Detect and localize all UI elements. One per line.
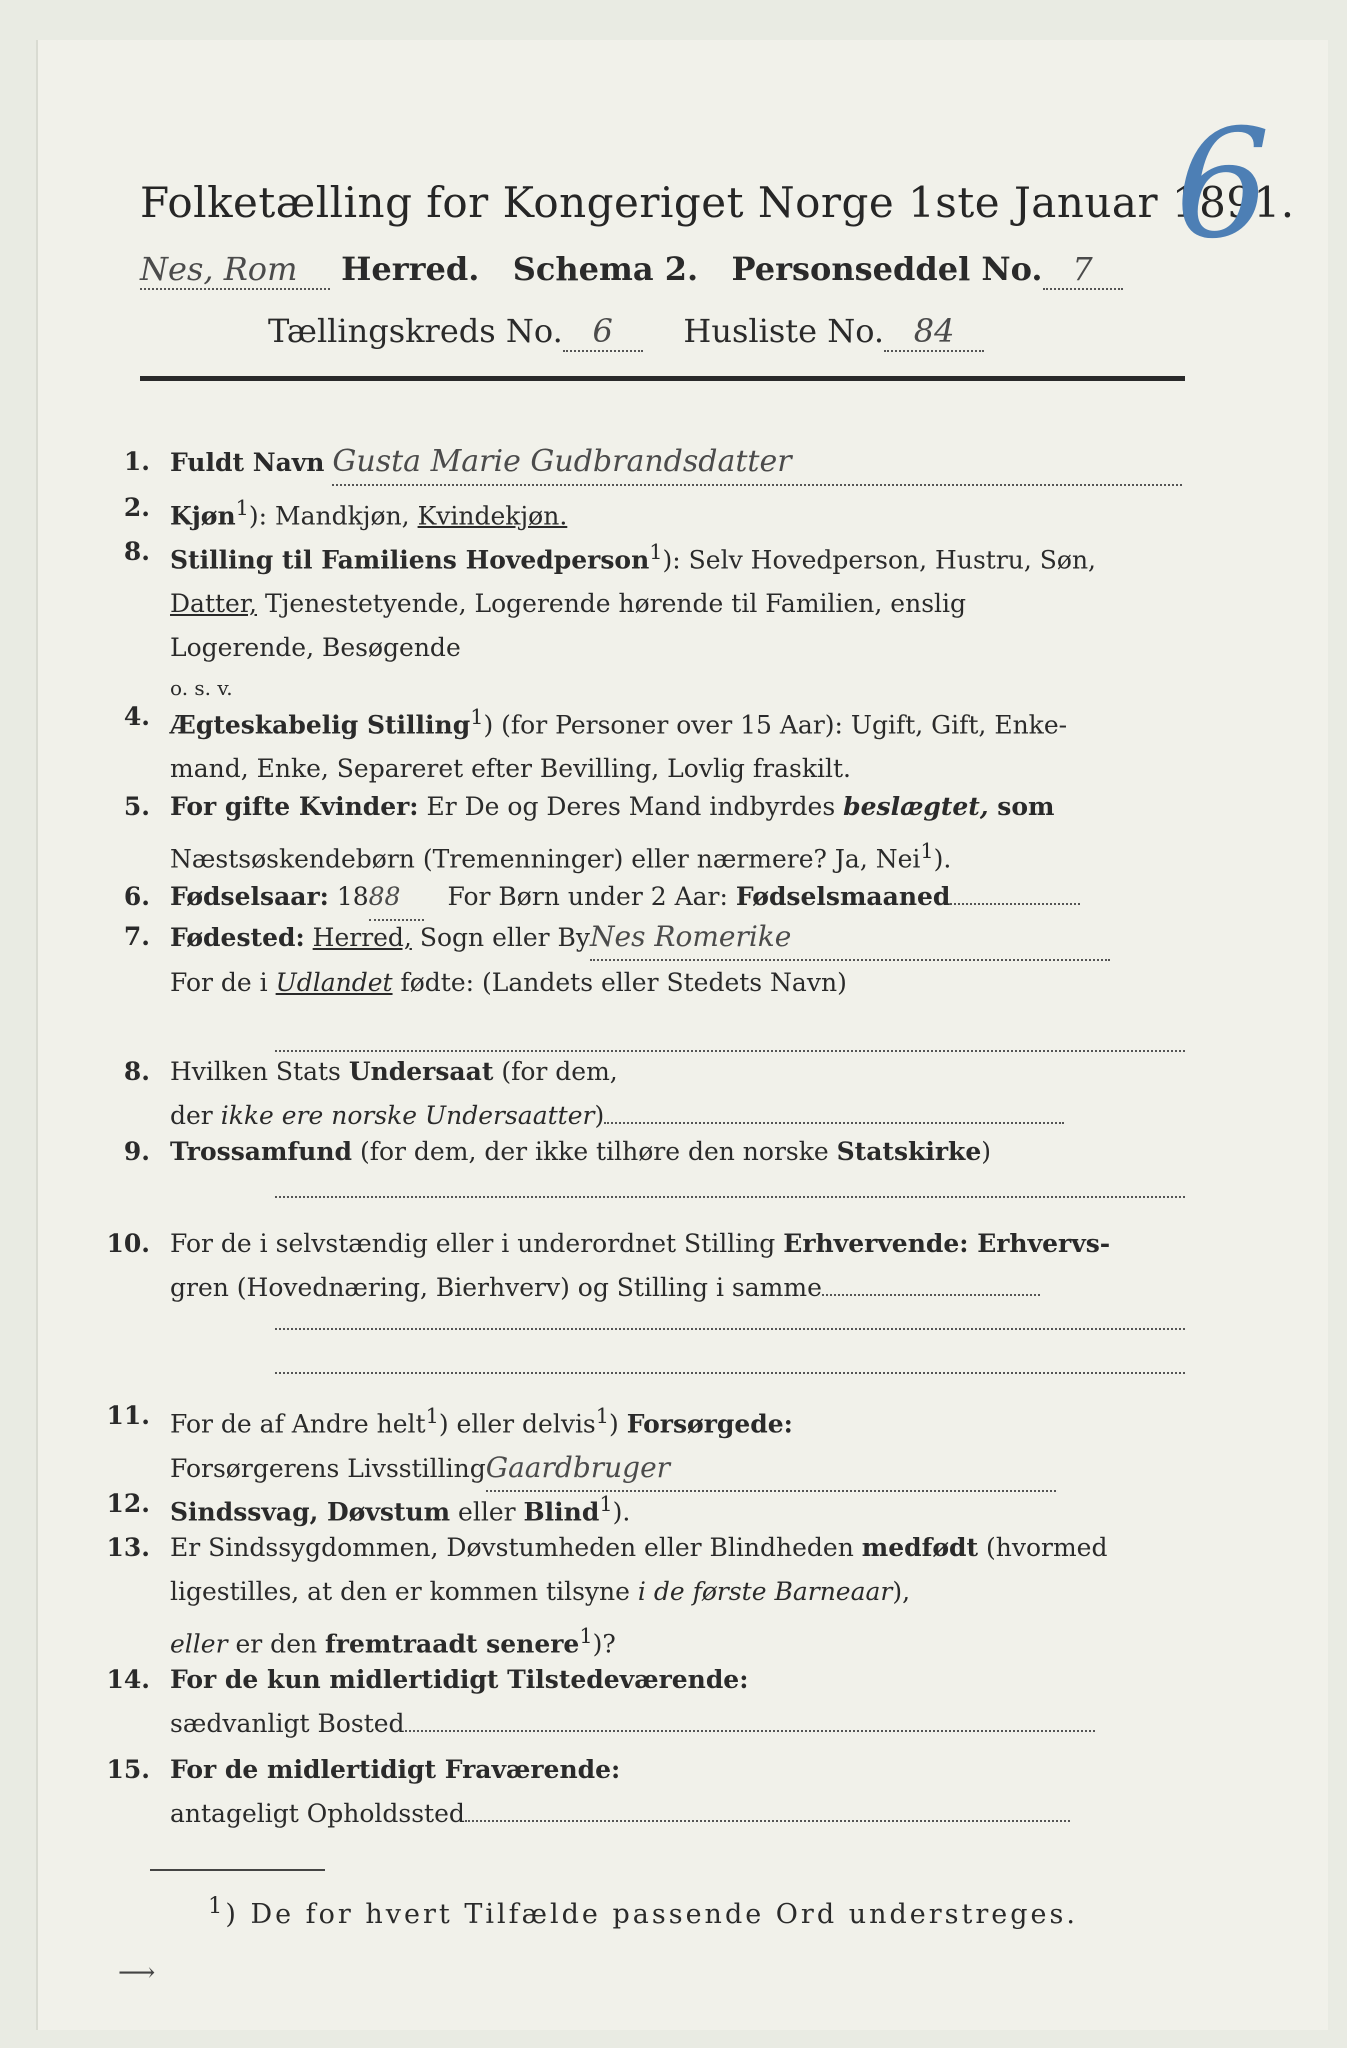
item-number: 9. — [123, 1137, 150, 1166]
item-text — [170, 1658, 1095, 1746]
page-number: 6 — [1175, 98, 1271, 272]
item-number: 13. — [106, 1533, 150, 1562]
blank-line — [275, 1372, 1185, 1374]
item-line: ) (for Personer over 15 Aar): Ugift, Gift, Enke- — [483, 710, 1068, 740]
item-number: 8. — [123, 1057, 150, 1086]
item-line: ): Selv Hovedperson, Hustru, Søn, — [662, 545, 1097, 575]
item-label: Kjøn — [170, 501, 236, 531]
item-number: 7. — [123, 922, 150, 951]
item-2 — [100, 486, 1200, 530]
item-text — [170, 1222, 1110, 1310]
birthplace-answer: Nes Romerike — [590, 915, 1110, 961]
item-number: 12. — [106, 1489, 150, 1518]
footnote-ref: 1 — [649, 540, 663, 564]
item-label: Fødested: — [170, 923, 305, 952]
item-text — [170, 695, 1067, 791]
item-line: (for dem, der ikke tilhøre den norske — [352, 1137, 837, 1166]
item-line: som — [988, 792, 1055, 821]
footnote-ref: 1 — [470, 705, 484, 729]
item-line: mand, Enke, Separeret efter Bevilling, Lovlig fraskilt. — [170, 754, 851, 784]
nationality-field — [604, 1122, 1064, 1124]
item-label: Blind — [523, 1497, 600, 1527]
item-1 — [100, 440, 1200, 484]
header-line-herred — [140, 250, 1123, 290]
item-line: Sogn eller By — [411, 923, 591, 952]
item-line: )? — [592, 1629, 616, 1659]
item-line: Er De og Deres Mand indbyrdes — [418, 792, 844, 821]
pen-mark: ⟶ — [118, 1958, 156, 1988]
item-text — [170, 785, 1054, 881]
item-label: Statskirke — [836, 1137, 982, 1166]
item-number: 8. — [123, 537, 150, 566]
footnote-ref: 1 — [425, 1404, 439, 1428]
underlined-option: Herred, — [312, 923, 412, 952]
item-label: medfødt — [861, 1533, 979, 1562]
item-label: Fødselsmaaned — [735, 882, 951, 911]
item-line-italic: Udlandet — [275, 968, 393, 997]
item-number: 14. — [106, 1665, 150, 1694]
item-label: Fuldt Navn — [170, 448, 325, 477]
birth-month-field — [950, 903, 1080, 905]
item-line: ) eller delvis — [438, 1409, 596, 1439]
item-line: For de af Andre helt — [170, 1409, 426, 1439]
birth-year-prefix: 18 — [336, 882, 369, 911]
item-line: Forsørgerens Livsstilling — [170, 1454, 486, 1484]
item-line: antageligt Opholdssted — [170, 1799, 465, 1828]
item-number: 2. — [123, 493, 150, 522]
schema-label: Schema 2. — [512, 250, 699, 288]
occupation-field — [822, 1294, 1040, 1296]
item-number: 1. — [123, 447, 150, 476]
footnote-ref: 1 — [599, 1492, 613, 1516]
item-text — [170, 440, 1182, 486]
item-line-italic: i de første Barneaar — [637, 1577, 893, 1606]
item-label: Undersaat — [348, 1057, 494, 1086]
item-line: ). — [933, 844, 952, 874]
herred-label: Herred. — [341, 250, 480, 288]
item-line: eller — [450, 1497, 524, 1527]
provider-occupation-answer: Gaardbruger — [486, 1446, 1056, 1492]
item-label: Ægteskabelig Stilling — [170, 710, 471, 740]
item-label: Fødselsaar: — [170, 882, 329, 911]
item-line: For de i selvstændig eller i underordnet Stilling — [170, 1229, 784, 1258]
item-number: 10. — [106, 1229, 150, 1258]
item-line: Tjenestetyende, Logerende hørende til Familien, enslig — [257, 589, 967, 619]
herred-handwritten: Nes, Rom — [140, 250, 330, 290]
item-line: For de i — [170, 968, 276, 997]
item-text — [170, 1130, 991, 1174]
husliste-number: 84 — [884, 312, 984, 352]
item-number: 15. — [106, 1755, 150, 1784]
item-text — [170, 1050, 1064, 1138]
item-line: For Børn under 2 Aar: — [447, 882, 728, 911]
husliste-label: Husliste No. — [683, 312, 885, 350]
item-text — [170, 915, 1110, 1005]
footnote-rule — [150, 1869, 325, 1871]
item-text — [170, 1748, 1070, 1836]
footnote-ref: 1 — [208, 1893, 226, 1919]
item-line: ) — [981, 1137, 992, 1166]
footnote-ref: 1 — [235, 496, 249, 520]
item-line: ) — [609, 1409, 627, 1439]
item-line: Logerende, Besøgende — [170, 633, 461, 663]
item-line: gren (Hovednæring, Bierhverv) og Stilling i samme — [170, 1273, 822, 1302]
item-label: Stilling til Familiens Hovedperson — [170, 545, 650, 575]
footnote-ref: 1 — [920, 839, 934, 863]
item-line-italic: beslægtet, — [843, 792, 989, 821]
item-line: ligestilles, at den er kommen tilsyne — [170, 1577, 638, 1606]
form-title: Folketælling for Kongeriget Norge 1ste Januar 1891. — [140, 178, 1295, 227]
item-line: er den — [227, 1629, 326, 1659]
item-number: 11. — [106, 1401, 150, 1430]
item-line: der — [170, 1101, 221, 1130]
blank-line — [275, 1328, 1185, 1330]
whereabouts-field — [465, 1820, 1070, 1822]
birth-year-answer: 88 — [369, 875, 424, 921]
residence-field — [405, 1730, 1095, 1732]
item-text — [170, 530, 1096, 706]
item-text — [170, 1526, 1107, 1666]
item-line: Er Sindssygdommen, Døvstumheden eller Blindheden — [170, 1533, 862, 1562]
blank-line — [275, 1196, 1185, 1198]
item-line: (for dem, — [493, 1057, 618, 1086]
footnote-text: ) De for hvert Tilfælde passende Ord understreges. — [225, 1899, 1078, 1930]
personseddel-label: Personseddel No. — [731, 250, 1043, 288]
item-number: 6. — [123, 882, 150, 911]
item-label: Sindssvag, Døvstum — [170, 1497, 451, 1527]
item-options: ): Mandkjøn, — [248, 501, 418, 531]
item-label: Trossamfund — [170, 1137, 353, 1166]
item-label: fremtraadt senere — [325, 1629, 580, 1659]
item-label: For de kun midlertidigt Tilstedeværende: — [170, 1665, 749, 1694]
item-line: ), — [892, 1577, 911, 1606]
item-label: For gifte Kvinder: — [170, 792, 419, 821]
underlined-option: Kvindekjøn. — [417, 501, 568, 531]
item-line: ). — [612, 1497, 631, 1527]
item-text — [170, 1394, 1056, 1492]
personseddel-number: 7 — [1043, 250, 1123, 290]
item-label: Erhvervende: Erhvervs- — [783, 1229, 1111, 1258]
item-line: fødte: (Landets eller Stedets Navn) — [392, 968, 847, 997]
item-line: Hvilken Stats — [170, 1057, 349, 1086]
item-line: sædvanligt Bosted — [170, 1709, 405, 1738]
item-number: 4. — [123, 702, 150, 731]
item-label: Forsørgede: — [626, 1409, 793, 1439]
header-rule — [140, 376, 1185, 381]
item-line: ) — [594, 1101, 605, 1130]
taellingskreds-label: Tællingskreds No. — [268, 312, 563, 350]
header-line-taelling — [268, 312, 984, 352]
item-line: o. s. v. — [170, 676, 233, 701]
taellingskreds-number: 6 — [563, 312, 643, 352]
footnote-ref: 1 — [579, 1624, 593, 1648]
item-line: (hvormed — [978, 1533, 1108, 1562]
footnote — [208, 1893, 1078, 1930]
footnote-ref: 1 — [595, 1404, 610, 1428]
item-line: Næstsøskendebørn (Tremenninger) eller nærmere? Ja, Nei — [170, 844, 921, 874]
item-line-italic: ikke ere norske Undersaatter — [220, 1101, 595, 1130]
name-answer: Gusta Marie Gudbrandsdatter — [332, 440, 1182, 486]
item-line-italic: eller — [170, 1629, 228, 1659]
item-number: 5. — [123, 792, 150, 821]
underlined-option: Datter, — [170, 589, 257, 619]
item-label: For de midlertidigt Fraværende: — [170, 1755, 621, 1784]
